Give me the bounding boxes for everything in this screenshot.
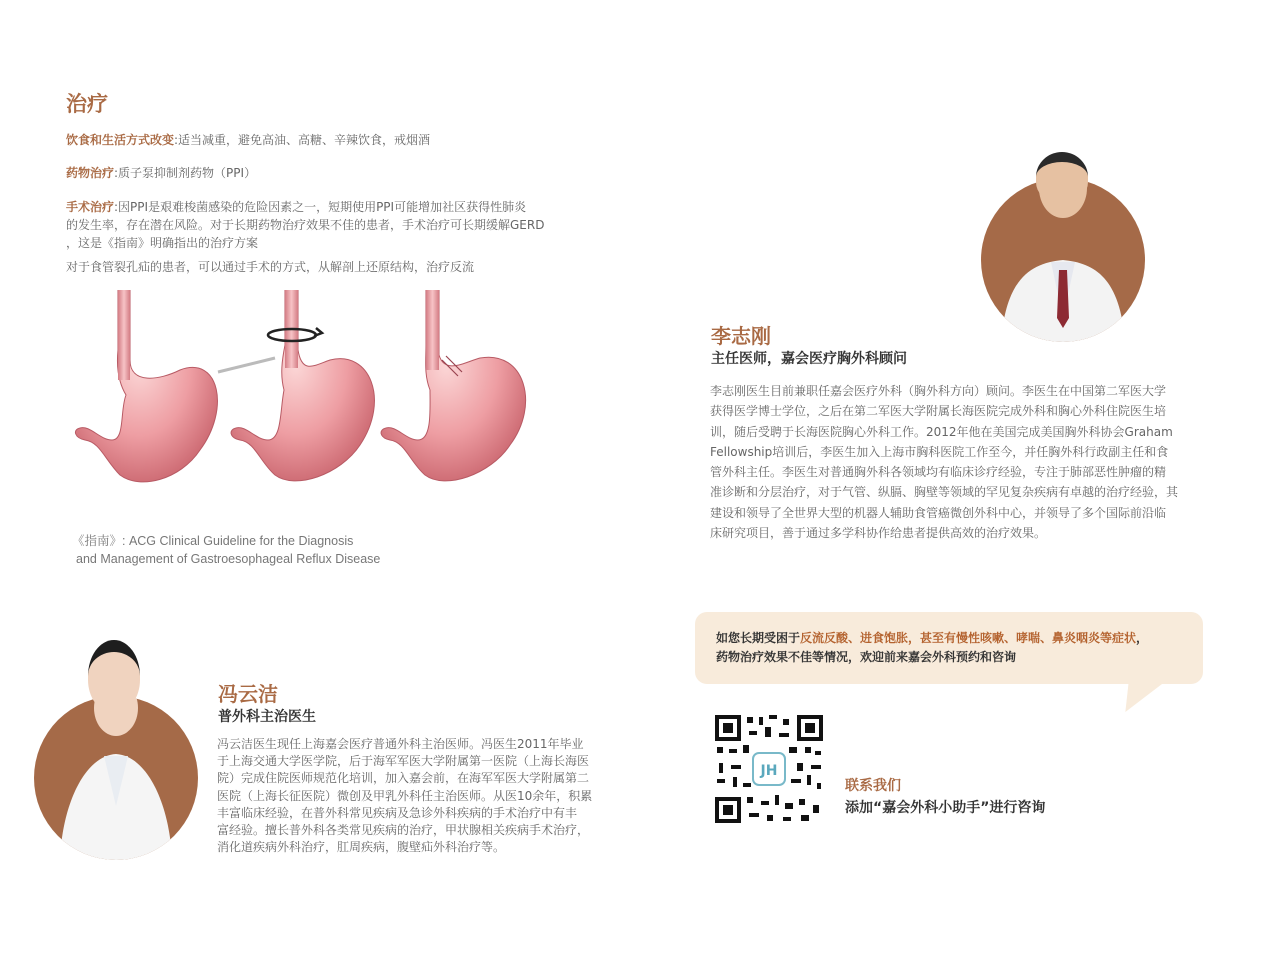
bio-line: 丰富临床经验，在普外科常见疾病及急诊外科疾病的手术治疗中有丰	[217, 805, 578, 820]
doctor2-role: 普外科主治医生	[218, 709, 316, 725]
hernia-text: 对于食管裂孔疝的患者，可以通过手术的方式，从解剖上还原结构，治疗反流	[66, 260, 475, 274]
bio-line: 建设和领导了全世界大型的机器人辅助食管癌微创外科中心，并领导了多个国际前沿临	[710, 505, 1167, 520]
bio-line: 床研究项目，善于通过多学科协作给患者提供高效的治疗效果。	[710, 526, 1047, 541]
bio-line: 冯云洁医生现任上海嘉会医疗普通外科主治医师。冯医生2011年毕业	[217, 737, 584, 751]
diet-line	[66, 131, 566, 149]
doctor2-photo	[34, 696, 198, 860]
doctor1-portrait	[981, 178, 1145, 342]
callout-line1-end: ，	[1136, 631, 1149, 645]
doctor1-head	[1036, 152, 1088, 202]
citation-line1: 《指南》: ACG Clinical Guideline for the Diagnosis	[72, 534, 354, 548]
callout-symptoms: 反流反酸、进食饱胀，甚至有慢性咳嗽、哮喘、鼻炎咽炎等症状	[800, 631, 1137, 645]
doctor1-name: 李志刚	[711, 324, 771, 348]
bio-line: 医院（上海长征医院）微创及甲乳外科任主治医师。从医10余年，积累	[217, 788, 593, 803]
stomach-surgery-illustration	[70, 290, 540, 500]
drug-line	[66, 164, 566, 182]
drug-text: :质子泵抑制剂药物（PPI）	[114, 166, 257, 180]
doctor1-role: 主任医师，嘉会医疗胸外科顾问	[711, 351, 907, 367]
doctor2-name: 冯云洁	[218, 682, 278, 706]
doctor1-photo	[981, 178, 1145, 342]
diet-text: :适当减重，避免高油、高糖、辛辣饮食，戒烟酒	[174, 133, 431, 147]
stomach-before	[75, 290, 217, 482]
callout-line2: 药物治疗效果不佳等情况，欢迎前来嘉会外科预约和咨询	[716, 650, 1017, 664]
qr-code-icon	[713, 713, 825, 825]
callout-text	[716, 629, 1148, 667]
bio-line: 于上海交通大学医学院，后于海军军医大学附属第一医院（上海长海医	[217, 754, 590, 769]
diet-label: 饮食和生活方式改变	[66, 133, 175, 147]
svg-text:JH: JH	[760, 763, 778, 779]
doctor2-bio	[217, 736, 607, 856]
surgical-instrument	[218, 358, 275, 372]
surgery-paragraph	[66, 198, 586, 252]
callout-tail	[1111, 682, 1164, 712]
bio-line: 训，随后受聘于长海医院胸心外科工作。2012年他在美国完成美国胸外科协会Graham	[710, 424, 1173, 439]
surgery-label: 手术治疗	[66, 200, 115, 214]
contact-title: 联系我们	[845, 778, 901, 794]
drug-label: 药物治疗	[66, 166, 115, 180]
bio-line: Fellowship培训后，李医生加入上海市胸科医院工作至今，并任胸外科行政副主任和食	[710, 444, 1169, 459]
callout-line1-start: 如您长期受困于	[716, 631, 801, 645]
bio-line: 准诊断和分层治疗，对于气管、纵膈、胸壁等领域的罕见复杂疾病有卓越的治疗经验，其	[710, 485, 1179, 500]
stomach-during	[231, 290, 374, 481]
citation-line2: and Management of Gastroesophageal Reflux Disease	[76, 552, 381, 566]
doctor2-head	[88, 640, 140, 712]
wechat-qr-code[interactable]	[713, 713, 825, 825]
stomach-after	[381, 290, 526, 481]
surgery-line3: ，这是《指南》明确指出的治疗方案	[66, 236, 259, 250]
bio-line: 院）完成住院医师规范化培训，加入嘉会前，在海军军医大学附属第二	[217, 771, 590, 786]
bio-line: 消化道疾病外科治疗，肛周疾病，腹壁疝外科治疗等。	[217, 840, 506, 855]
guideline-citation	[72, 532, 380, 568]
doctor1-bio	[710, 381, 1200, 543]
section-title: 治疗	[66, 92, 108, 116]
contact-subtitle: 添加“嘉会外科小助手”进行咨询	[845, 800, 1046, 816]
bio-line: 获得医学博士学位，之后在第二军医大学附属长海医院完成外科和胸心外科住院医生培	[710, 404, 1167, 419]
bio-line: 富经验。擅长普外科各类常见疾病的治疗，甲状腺相关疾病手术治疗，	[217, 823, 590, 838]
bio-line: 李志刚医生目前兼职任嘉会医疗外科（胸外科方向）顾问。李医生在中国第二军医大学	[710, 384, 1167, 398]
doctor2-portrait	[34, 696, 198, 860]
surgery-line2: 的发生率，存在潜在风险。对于长期药物治疗效果不佳的患者，手术治疗可长期缓解GERD	[66, 218, 545, 232]
bio-line: 管外科主任。李医生对普通胸外科各领域均有临床诊疗经验，专注于肺部恶性肿瘤的精	[710, 465, 1167, 480]
surgery-line1: :因PPI是艰难梭菌感染的危险因素之一，短期使用PPI可能增加社区获得性肺炎	[114, 200, 527, 214]
